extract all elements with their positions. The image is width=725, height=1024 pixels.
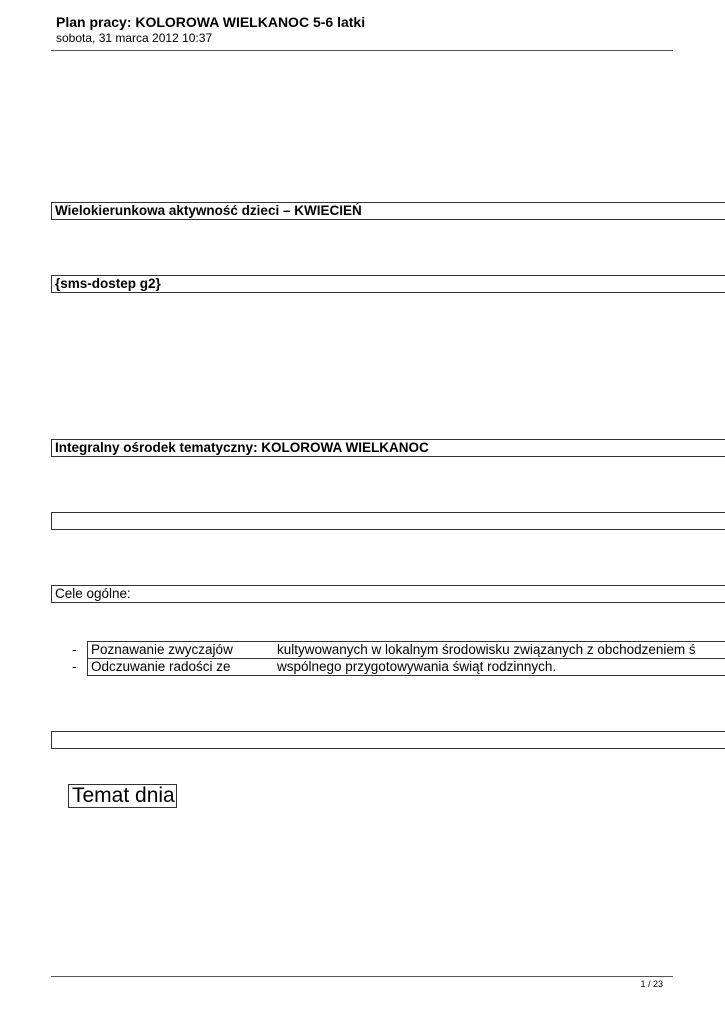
goal-item-text-end: wspólnego przygotowywania świąt rodzinnych.: [277, 659, 557, 674]
bullet-dash: -: [72, 659, 77, 674]
document-title: Plan pracy: KOLOROWA WIELKANOC 5-6 latki: [56, 14, 366, 30]
theme-heading-box: [51, 439, 725, 457]
header-divider: [51, 50, 673, 51]
temat-dnia-heading: Temat dnia: [68, 784, 177, 808]
page-number: 1 / 23: [640, 979, 663, 989]
goal-item-box: [87, 658, 725, 676]
footer-divider: [51, 976, 673, 977]
empty-box: [51, 512, 725, 530]
page-header: [56, 14, 673, 46]
sms-tag: {sms-dostep g2}: [55, 276, 161, 291]
activity-heading-box: [51, 202, 725, 220]
goals-label: Cele ogólne:: [55, 586, 131, 601]
goal-item: [0, 658, 725, 676]
document-date: sobota, 31 marca 2012 10:37: [56, 31, 213, 45]
sms-tag-box: [51, 275, 725, 293]
activity-heading: Wielokierunkowa aktywność dzieci – KWIECIEŃ: [55, 203, 362, 218]
theme-heading: Integralny ośrodek tematyczny: KOLOROWA WIELKANOC: [55, 440, 429, 455]
bullet-dash: -: [72, 642, 77, 657]
goal-item-box: [87, 641, 725, 659]
goals-label-box: [51, 585, 725, 603]
goal-item-text-end: kultywowanych w lokalnym środowisku związanych z obchodzeniem ś: [277, 642, 696, 657]
goal-item-text-start: Odczuwanie radości ze: [91, 659, 231, 674]
goal-item-text-start: Poznawanie zwyczajów: [91, 642, 233, 657]
goal-item: [0, 641, 725, 659]
empty-box: [51, 731, 725, 749]
